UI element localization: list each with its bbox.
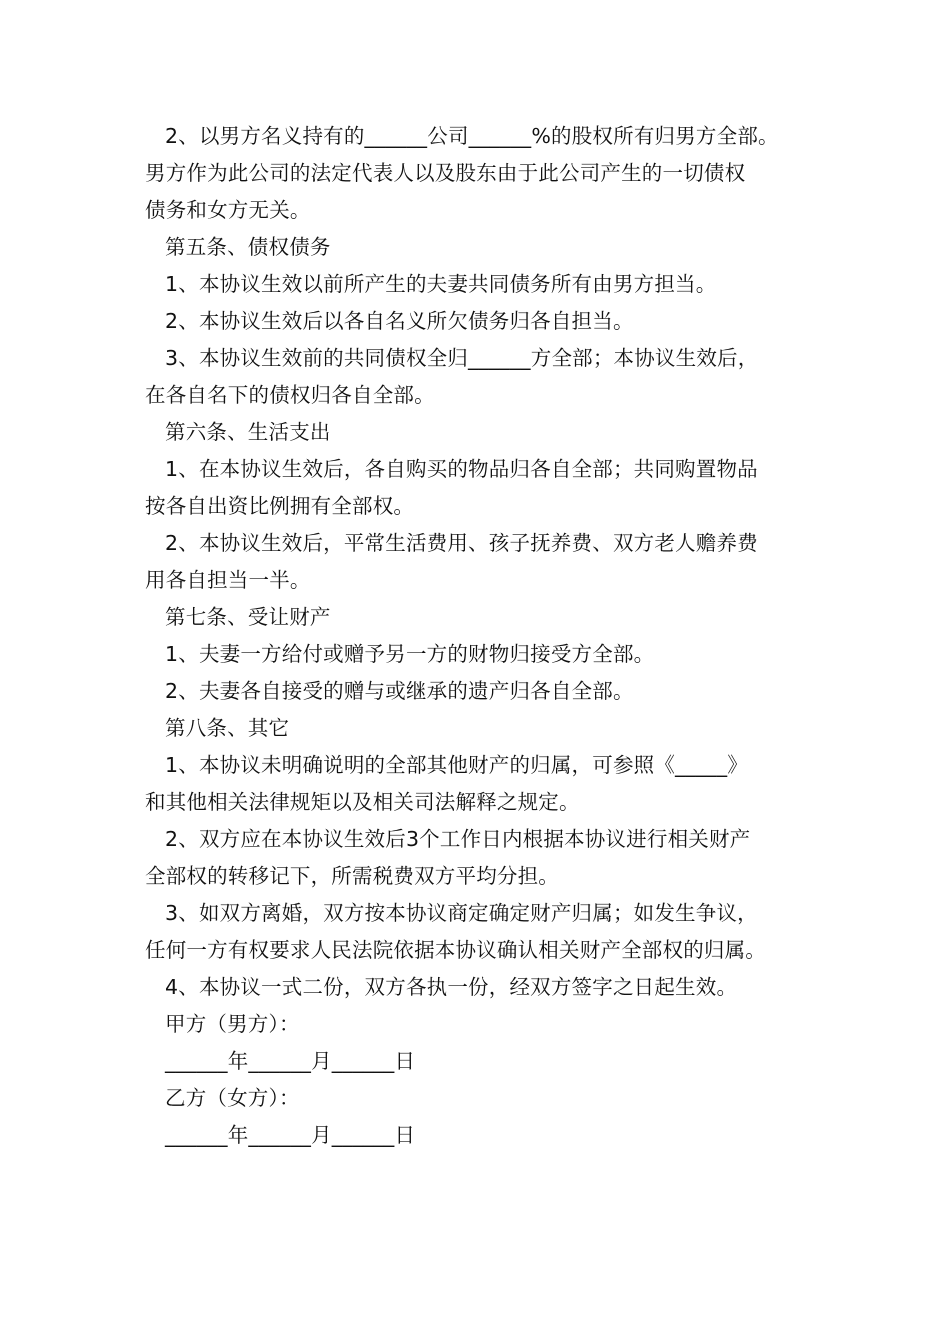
clause-5-item-3-line-1: 3、本协议生效前的共同债权全归______方全部；本协议生效后， (165, 346, 759, 370)
section-heading-7: 第七条、受让财产 (165, 605, 331, 629)
clause-7-item-2: 2、夫妻各自接受的赠与或继承的遗产归各自全部。 (165, 679, 634, 703)
clause-4-item-2-line-3: 债务和女方无关。 (145, 198, 311, 222)
clause-6-item-2-line-1: 2、本协议生效后，平常生活费用、孩子抚养费、双方老人赡养费 (165, 531, 758, 555)
section-heading-5: 第五条、债权债务 (165, 235, 331, 259)
clause-4-item-2-line-1: 2、以男方名义持有的______公司______%的股权所有归男方全部。 (165, 124, 779, 148)
section-heading-8: 第八条、其它 (165, 716, 290, 740)
clause-6-item-1-line-1: 1、在本协议生效后，各自购买的物品归各自全部；共同购置物品 (165, 457, 758, 481)
clause-5-item-1: 1、本协议生效以前所产生的夫妻共同债务所有由男方担当。 (165, 272, 717, 296)
section-heading-6: 第六条、生活支出 (165, 420, 331, 444)
clause-5-item-3-line-2: 在各自名下的债权归各自全部。 (145, 383, 435, 407)
clause-8-item-1-line-2: 和其他相关法律规矩以及相关司法解释之规定。 (145, 790, 580, 814)
party-b-date: ______年______月______日 (165, 1123, 416, 1147)
document-body (145, 118, 835, 1154)
clause-8-item-2-line-2: 全部权的转移记下，所需税费双方平均分担。 (145, 864, 559, 888)
party-b-label: 乙方（女方）： (165, 1086, 300, 1110)
clause-8-item-3-line-2: 任何一方有权要求人民法院依据本协议确认相关财产全部权的归属。 (145, 938, 766, 962)
clause-8-item-2-line-1: 2、双方应在本协议生效后3个工作日内根据本协议进行相关财产 (165, 827, 751, 851)
clause-8-item-4: 4、本协议一式二份，双方各执一份，经双方签字之日起生效。 (165, 975, 738, 999)
clause-5-item-2: 2、本协议生效后以各自名义所欠债务归各自担当。 (165, 309, 634, 333)
clause-7-item-1: 1、夫妻一方给付或赠予另一方的财物归接受方全部。 (165, 642, 655, 666)
clause-8-item-3-line-1: 3、如双方离婚，双方按本协议商定确定财产归属；如发生争议， (165, 901, 758, 925)
party-a-label: 甲方（男方）： (165, 1012, 300, 1036)
clause-4-item-2-line-2: 男方作为此公司的法定代表人以及股东由于此公司产生的一切债权 (145, 161, 746, 185)
clause-6-item-2-line-2: 用各自担当一半。 (145, 568, 311, 592)
clause-8-item-1-line-1: 1、本协议未明确说明的全部其他财产的归属，可参照《_____》 (165, 753, 748, 777)
party-a-date: ______年______月______日 (165, 1049, 416, 1073)
clause-6-item-1-line-2: 按各自出资比例拥有全部权。 (145, 494, 415, 518)
